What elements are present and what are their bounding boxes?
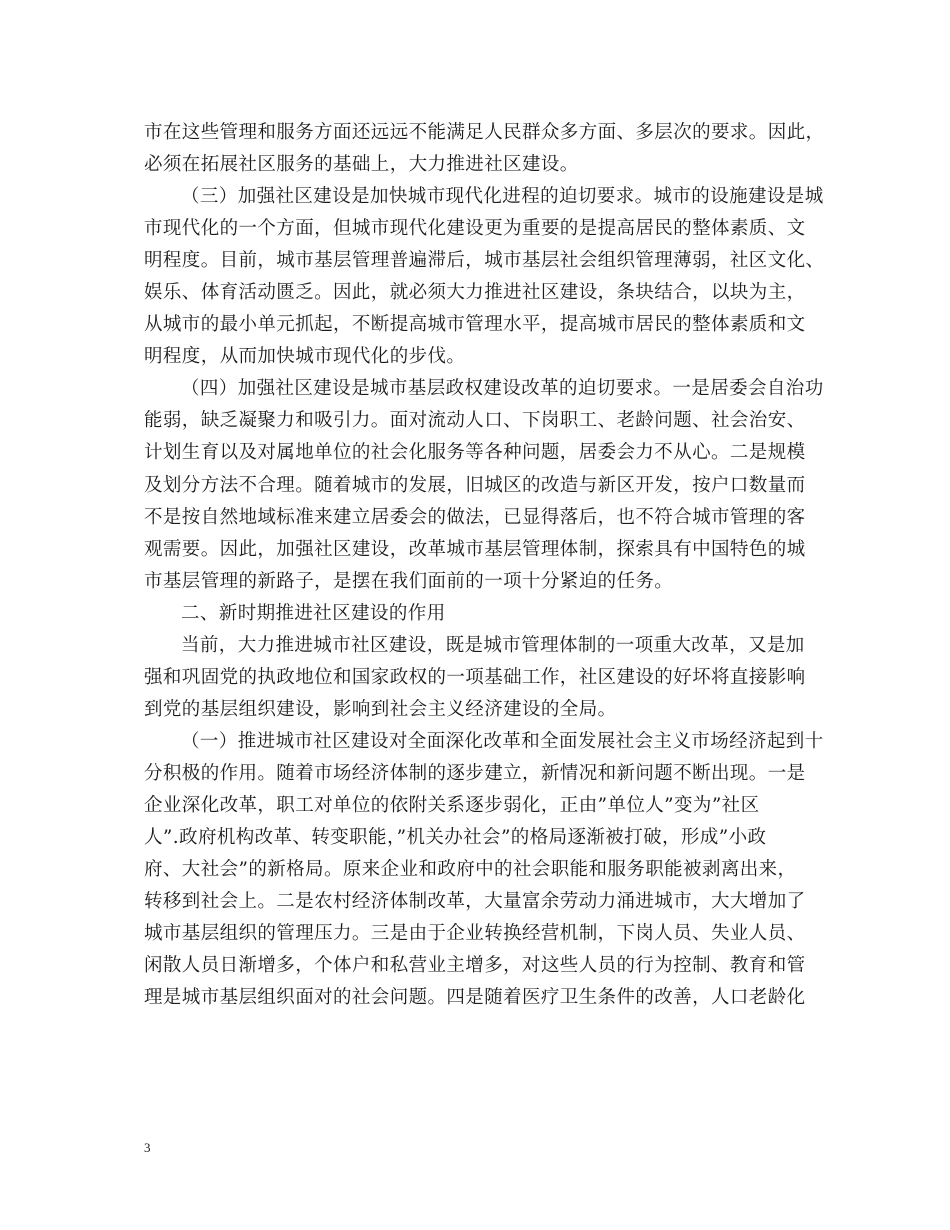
text-line: 市现代化的一个方面，但城市现代化建设更为重要的是提高居民的整体素质、文 [144, 218, 806, 240]
text-line: 强和巩固党的执政地位和国家政权的一项基础工作，社区建设的好坏将直接影响 [144, 666, 806, 688]
text-line: 市基层管理的新路子，是摆在我们面前的一项十分紧迫的任务。 [144, 570, 674, 592]
page-number: 3 [144, 1140, 151, 1155]
text-line: 转移到社会上。二是农村经济体制改革，大量富余劳动力涌进城市，大大增加了 [144, 891, 806, 913]
text-line: 人”.政府机构改革、转变职能，”机关办社会”的格局逐渐被打破，形成”小政 [144, 827, 767, 849]
section-heading: 二、新时期推进社区建设的作用 [181, 602, 446, 624]
text-line: 及划分方法不合理。随着城市的发展，旧城区的改造与新区开发，按户口数量而 [144, 474, 806, 496]
text-line: 必须在拓展社区服务的基础上，大力推进社区建设。 [144, 154, 579, 176]
text-line: 计划生育以及对属地单位的社会化服务等各种问题，居委会力不从心。二是规模 [144, 442, 806, 464]
text-line: 观需要。因此，加强社区建设，改革城市基层管理体制，探索具有中国特色的城 [144, 538, 806, 560]
text-line: 明程度。目前，城市基层管理普遍滞后，城市基层社会组织管理薄弱，社区文化、 [144, 250, 825, 272]
text-line: 府、大社会”的新格局。原来企业和政府中的社会职能和服务职能被剥离出来， [144, 859, 797, 881]
text-line: 能弱，缺乏凝聚力和吸引力。面对流动人口、下岗职工、老龄问题、社会治安、 [144, 410, 806, 432]
text-line: 到党的基层组织建设，影响到社会主义经济建设的全局。 [144, 698, 617, 720]
text-line: 不是按自然地域标准来建立居委会的做法，已显得落后，也不符合城市管理的客 [144, 506, 806, 528]
body-text [144, 117, 824, 1014]
text-line: 市在这些管理和服务方面还远远不能满足人民群众多方面、多层次的要求。因此， [144, 122, 825, 143]
text-line: （一）推进城市社区建设对全面深化改革和全面发展社会主义市场经济起到十 [181, 730, 824, 752]
text-line: 从城市的最小单元抓起，不断提高城市管理水平，提高城市居民的整体素质和文 [144, 314, 806, 336]
text-line: 明程度，从而加快城市现代化的步伐。 [144, 346, 466, 368]
text-line: 分积极的作用。随着市场经济体制的逐步建立，新情况和新问题不断出现。一是 [144, 762, 806, 784]
text-line: （三）加强社区建设是加快城市现代化进程的迫切要求。城市的设施建设是城 [181, 186, 824, 208]
text-line: 理是城市基层组织面对的社会问题。四是随着医疗卫生条件的改善，人口老龄化 [144, 987, 806, 1009]
text-line: 城市基层组织的管理压力。三是由于企业转换经营机制，下岗人员、失业人员、 [144, 923, 806, 945]
text-line: 闲散人员日渐增多，个体户和私营业主增多，对这些人员的行为控制、教育和管 [144, 955, 806, 977]
text-line: （四）加强社区建设是城市基层政权建设改革的迫切要求。一是居委会自治功 [181, 378, 824, 400]
text-line: 娱乐、体育活动匮乏。因此，就必须大力推进社区建设，条块结合，以块为主， [144, 282, 806, 304]
text-line: 当前，大力推进城市社区建设，既是城市管理体制的一项重大改革，又是加 [181, 634, 805, 656]
text-line: 企业深化改革，职工对单位的依附关系逐步弱化，正由”单位人”变为”社区 [144, 794, 760, 816]
